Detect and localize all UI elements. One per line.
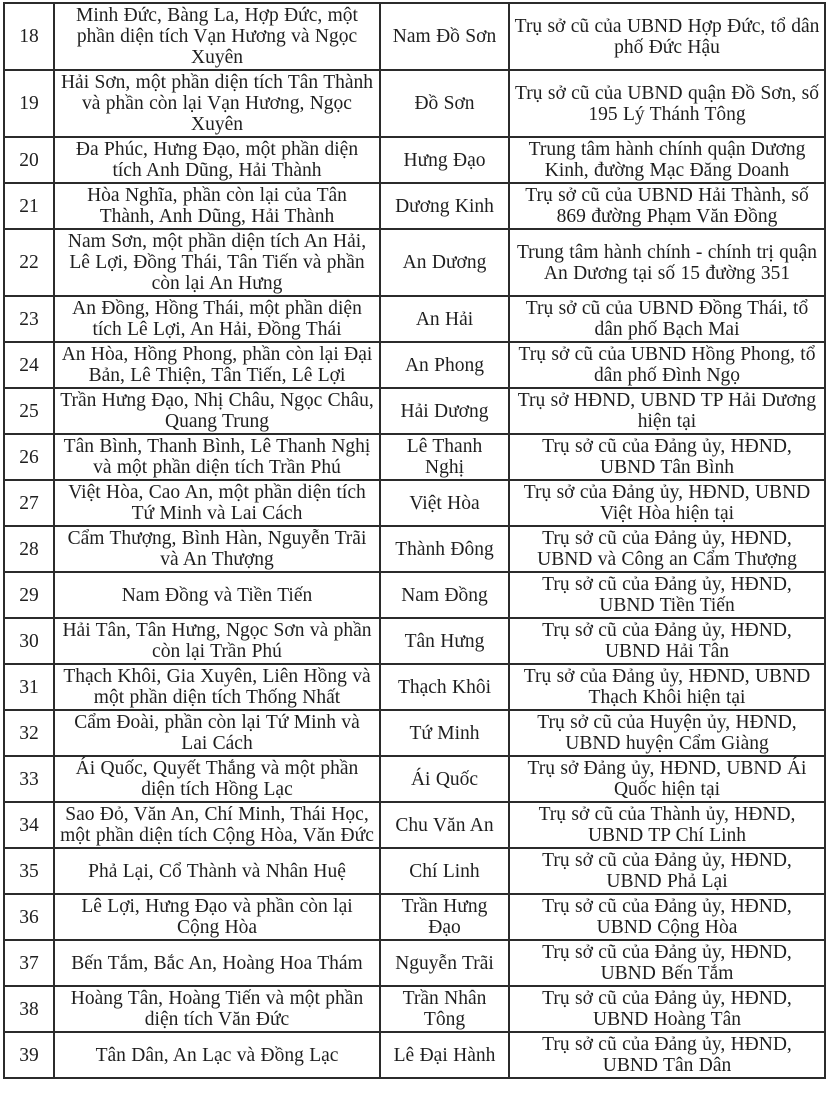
row-number-cell: 37 (4, 940, 54, 986)
headquarters-cell: Trụ sở cũ của UBND Hợp Đức, tổ dân phố Đức Hậu (509, 3, 825, 70)
localities-cell: Tân Dân, An Lạc và Đồng Lạc (54, 1032, 380, 1078)
localities-cell: Cẩm Đoài, phần còn lại Tứ Minh và Lai Cách (54, 710, 380, 756)
new-unit-name-cell: Lê Đại Hành (380, 1032, 509, 1078)
row-number-cell: 29 (4, 572, 54, 618)
headquarters-cell: Trụ sở cũ của Đảng ủy, HĐND, UBND Tân Bình (509, 434, 825, 480)
localities-cell: Cẩm Thượng, Bình Hàn, Nguyễn Trãi và An Thượng (54, 526, 380, 572)
row-number-cell: 31 (4, 664, 54, 710)
new-unit-name-cell: Thạch Khôi (380, 664, 509, 710)
localities-cell: Hòa Nghĩa, phần còn lại của Tân Thành, Anh Dũng, Hải Thành (54, 183, 380, 229)
headquarters-cell: Trụ sở cũ của Đảng ủy, HĐND, UBND Tiền Tiến (509, 572, 825, 618)
row-number-cell: 19 (4, 70, 54, 137)
row-number-cell: 28 (4, 526, 54, 572)
new-unit-name-cell: Việt Hòa (380, 480, 509, 526)
row-number-cell: 23 (4, 296, 54, 342)
row-number-cell: 34 (4, 802, 54, 848)
headquarters-cell: Trụ sở cũ của Đảng ủy, HĐND, UBND Hoàng Tân (509, 986, 825, 1032)
table-row (4, 3, 825, 70)
table-row (4, 434, 825, 480)
new-unit-name-cell: Nam Đồng (380, 572, 509, 618)
table-row (4, 183, 825, 229)
table-body (4, 3, 825, 1078)
new-unit-name-cell: Hải Dương (380, 388, 509, 434)
headquarters-cell: Trụ sở cũ của UBND Đồng Thái, tổ dân phố Bạch Mai (509, 296, 825, 342)
headquarters-cell: Trụ sở cũ của Đảng ủy, HĐND, UBND Cộng Hòa (509, 894, 825, 940)
localities-cell: Lê Lợi, Hưng Đạo và phần còn lại Cộng Hòa (54, 894, 380, 940)
headquarters-cell: Trụ sở cũ của Đảng ủy, HĐND, UBND Phả Lại (509, 848, 825, 894)
table-row (4, 572, 825, 618)
new-unit-name-cell: Hưng Đạo (380, 137, 509, 183)
new-unit-name-cell: Lê Thanh Nghị (380, 434, 509, 480)
row-number-cell: 22 (4, 229, 54, 296)
localities-cell: Sao Đỏ, Văn An, Chí Minh, Thái Học, một phần diện tích Cộng Hòa, Văn Đức (54, 802, 380, 848)
headquarters-cell: Trụ sở cũ của UBND Hồng Phong, tổ dân phố Đình Ngọ (509, 342, 825, 388)
new-unit-name-cell: An Dương (380, 229, 509, 296)
new-unit-name-cell: Tân Hưng (380, 618, 509, 664)
table-row (4, 137, 825, 183)
row-number-cell: 33 (4, 756, 54, 802)
new-unit-name-cell: Chu Văn An (380, 802, 509, 848)
localities-cell: Đa Phúc, Hưng Đạo, một phần diện tích Anh Dũng, Hải Thành (54, 137, 380, 183)
localities-cell: Hoàng Tân, Hoàng Tiến và một phần diện tích Văn Đức (54, 986, 380, 1032)
headquarters-cell: Trụ sở Đảng ủy, HĐND, UBND Ái Quốc hiện tại (509, 756, 825, 802)
localities-cell: Việt Hòa, Cao An, một phần diện tích Tứ Minh và Lai Cách (54, 480, 380, 526)
table-row (4, 1032, 825, 1078)
localities-cell: Hải Sơn, một phần diện tích Tân Thành và phần còn lại Vạn Hương, Ngọc Xuyên (54, 70, 380, 137)
headquarters-cell: Trung tâm hành chính quận Dương Kinh, đường Mạc Đăng Doanh (509, 137, 825, 183)
new-unit-name-cell: Trần Nhân Tông (380, 986, 509, 1032)
new-unit-name-cell: Trần Hưng Đạo (380, 894, 509, 940)
localities-cell: Minh Đức, Bàng La, Hợp Đức, một phần diện tích Vạn Hương và Ngọc Xuyên (54, 3, 380, 70)
row-number-cell: 39 (4, 1032, 54, 1078)
row-number-cell: 24 (4, 342, 54, 388)
new-unit-name-cell: Nguyễn Trãi (380, 940, 509, 986)
localities-cell: Phả Lại, Cổ Thành và Nhân Huệ (54, 848, 380, 894)
table-row (4, 894, 825, 940)
new-unit-name-cell: Chí Linh (380, 848, 509, 894)
table-row (4, 480, 825, 526)
row-number-cell: 26 (4, 434, 54, 480)
row-number-cell: 36 (4, 894, 54, 940)
table-row (4, 802, 825, 848)
localities-cell: An Hòa, Hồng Phong, phần còn lại Đại Bản, Lê Thiện, Tân Tiến, Lê Lợi (54, 342, 380, 388)
headquarters-cell: Trụ sở cũ của Thành ủy, HĐND, UBND TP Chí Linh (509, 802, 825, 848)
headquarters-cell: Trụ sở HĐND, UBND TP Hải Dương hiện tại (509, 388, 825, 434)
localities-cell: Hải Tân, Tân Hưng, Ngọc Sơn và phần còn lại Trần Phú (54, 618, 380, 664)
headquarters-cell: Trung tâm hành chính - chính trị quận An Dương tại số 15 đường 351 (509, 229, 825, 296)
localities-cell: Nam Sơn, một phần diện tích An Hải, Lê Lợi, Đồng Thái, Tân Tiến và phần còn lại An Hưng (54, 229, 380, 296)
headquarters-cell: Trụ sở của Đảng ủy, HĐND, UBND Thạch Khôi hiện tại (509, 664, 825, 710)
row-number-cell: 20 (4, 137, 54, 183)
localities-cell: Nam Đồng và Tiền Tiến (54, 572, 380, 618)
headquarters-cell: Trụ sở cũ của Đảng ủy, HĐND, UBND Hải Tân (509, 618, 825, 664)
table-row (4, 986, 825, 1032)
headquarters-cell: Trụ sở cũ của UBND Hải Thành, số 869 đường Phạm Văn Đồng (509, 183, 825, 229)
table-row (4, 756, 825, 802)
row-number-cell: 18 (4, 3, 54, 70)
table-row (4, 940, 825, 986)
row-number-cell: 27 (4, 480, 54, 526)
new-unit-name-cell: Ái Quốc (380, 756, 509, 802)
localities-cell: Bến Tắm, Bắc An, Hoàng Hoa Thám (54, 940, 380, 986)
new-unit-name-cell: Đồ Sơn (380, 70, 509, 137)
new-unit-name-cell: Nam Đồ Sơn (380, 3, 509, 70)
row-number-cell: 25 (4, 388, 54, 434)
row-number-cell: 38 (4, 986, 54, 1032)
table-row (4, 848, 825, 894)
localities-cell: Thạch Khôi, Gia Xuyên, Liên Hồng và một phần diện tích Thống Nhất (54, 664, 380, 710)
localities-cell: Tân Bình, Thanh Bình, Lê Thanh Nghị và một phần diện tích Trần Phú (54, 434, 380, 480)
table-row (4, 388, 825, 434)
new-unit-name-cell: An Hải (380, 296, 509, 342)
table-row (4, 342, 825, 388)
row-number-cell: 35 (4, 848, 54, 894)
administrative-units-table (3, 2, 826, 1079)
new-unit-name-cell: Dương Kinh (380, 183, 509, 229)
new-unit-name-cell: An Phong (380, 342, 509, 388)
table-row (4, 296, 825, 342)
table-row (4, 70, 825, 137)
new-unit-name-cell: Thành Đông (380, 526, 509, 572)
table-row (4, 710, 825, 756)
localities-cell: An Đồng, Hồng Thái, một phần diện tích Lê Lợi, An Hải, Đồng Thái (54, 296, 380, 342)
row-number-cell: 30 (4, 618, 54, 664)
headquarters-cell: Trụ sở cũ của Huyện ủy, HĐND, UBND huyện Cẩm Giàng (509, 710, 825, 756)
table-row (4, 618, 825, 664)
headquarters-cell: Trụ sở của Đảng ủy, HĐND, UBND Việt Hòa hiện tại (509, 480, 825, 526)
table-row (4, 229, 825, 296)
headquarters-cell: Trụ sở cũ của Đảng ủy, HĐND, UBND và Công an Cẩm Thượng (509, 526, 825, 572)
table-row (4, 664, 825, 710)
headquarters-cell: Trụ sở cũ của UBND quận Đồ Sơn, số 195 Lý Thánh Tông (509, 70, 825, 137)
row-number-cell: 21 (4, 183, 54, 229)
headquarters-cell: Trụ sở cũ của Đảng ủy, HĐND, UBND Tân Dân (509, 1032, 825, 1078)
new-unit-name-cell: Tứ Minh (380, 710, 509, 756)
table-row (4, 526, 825, 572)
localities-cell: Trần Hưng Đạo, Nhị Châu, Ngọc Châu, Quang Trung (54, 388, 380, 434)
headquarters-cell: Trụ sở cũ của Đảng ủy, HĐND, UBND Bến Tắm (509, 940, 825, 986)
localities-cell: Ái Quốc, Quyết Thắng và một phần diện tích Hồng Lạc (54, 756, 380, 802)
row-number-cell: 32 (4, 710, 54, 756)
